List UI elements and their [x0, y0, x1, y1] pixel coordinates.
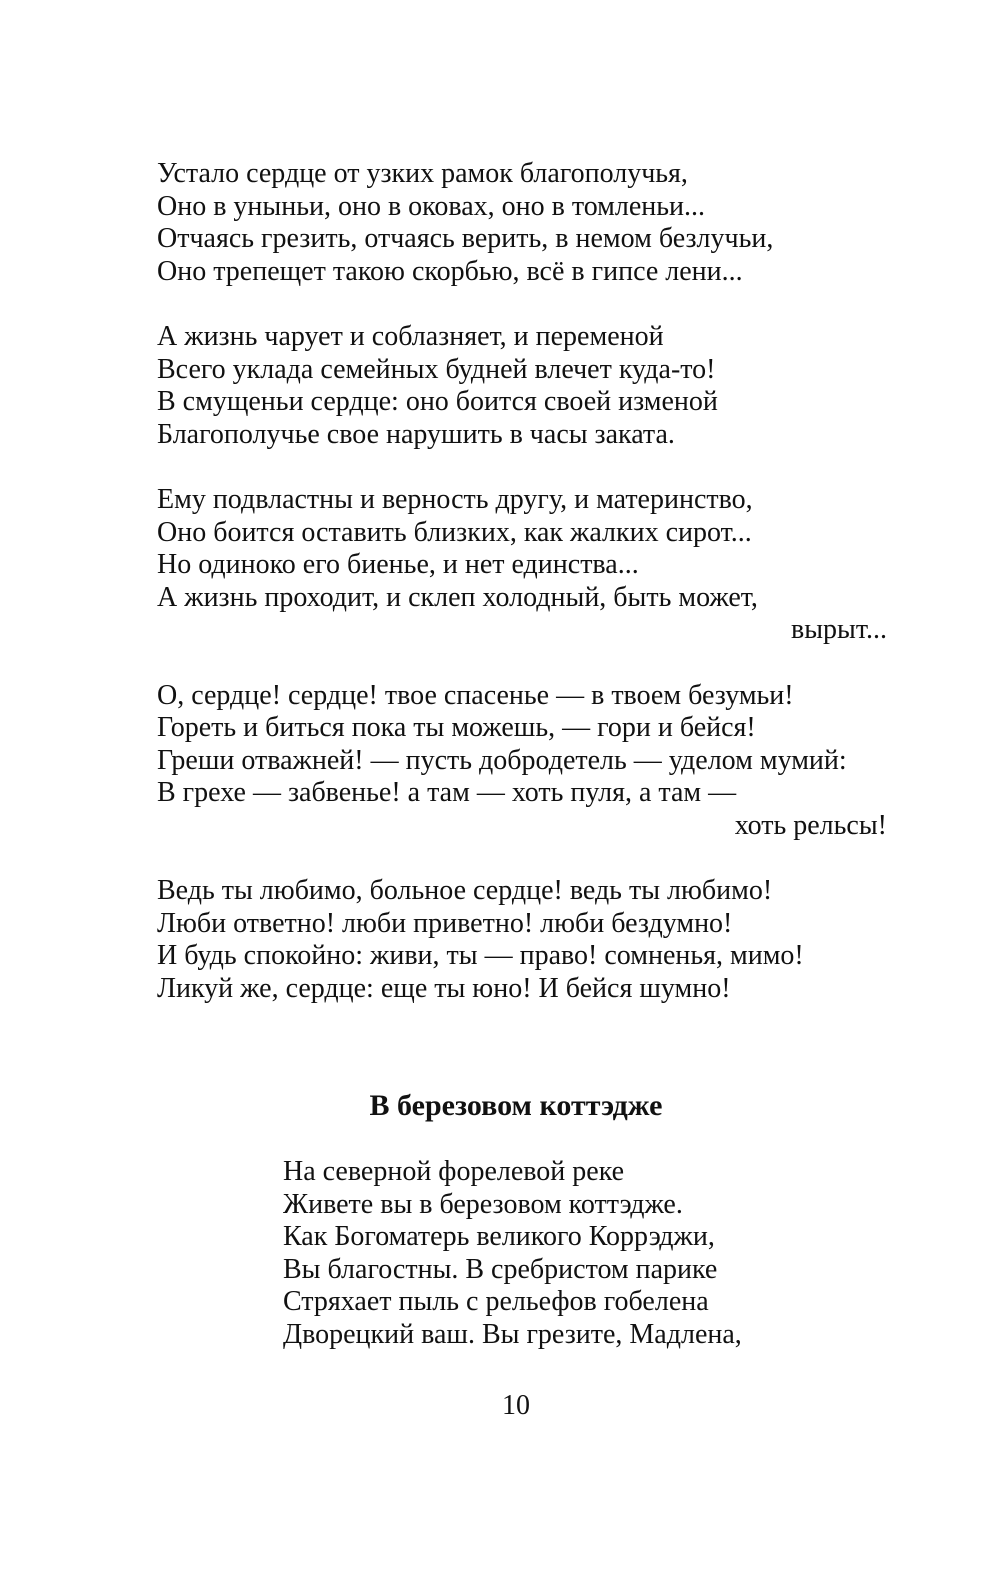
verse-line: А жизнь проходит, и склеп холодный, быть может, — [157, 581, 758, 613]
verse-line: В смущеньи сердце: оно боится своей изменой — [157, 386, 718, 418]
stanza-4 — [157, 680, 887, 843]
verse-line: Всего уклада семейных будней влечет куда-то! — [157, 353, 716, 385]
verse-line: Отчаясь грезить, отчаясь верить, в немом безлучьи, — [157, 223, 774, 255]
verse-line: В грехе — забвенье! а там — хоть пуля, а там — — [157, 777, 737, 809]
stanza-2 — [157, 321, 887, 451]
stanza-1 — [157, 158, 887, 288]
verse-line: Благополучье свое нарушить в часы заката. — [157, 418, 675, 450]
verse-line: Как Богоматерь великого Коррэджи, — [283, 1221, 715, 1253]
verse-line: Оно боится оставить близких, как жалких сирот... — [157, 516, 752, 548]
verse-line: Ведь ты любимо, больное сердце! ведь ты любимо! — [157, 875, 773, 907]
verse-line: Но одиноко его биенье, и нет единства... — [157, 549, 639, 581]
verse-line: И будь спокойно: живи, ты — право! сомненья, мимо! — [157, 940, 804, 972]
page-number: 10 — [502, 1390, 530, 1421]
verse-line-continuation: вырыт... — [791, 614, 887, 646]
verse-line: Устало сердце от узких рамок благополучья, — [157, 158, 688, 189]
poem-heart — [157, 158, 887, 1038]
verse-line: На северной форелевой реке — [283, 1156, 625, 1187]
verse-line: Гореть и биться пока ты можешь, — гори и бейся! — [157, 712, 756, 744]
verse-line: А жизнь чарует и соблазняет, и переменой — [157, 320, 664, 352]
verse-line: Живете вы в березовом коттэдже. — [283, 1188, 683, 1220]
stanza-3 — [157, 484, 887, 647]
verse-line: Ликуй же, сердце: еще ты юно! И бейся шумно! — [157, 972, 731, 1004]
verse-line-continuation: хоть рельсы! — [734, 809, 887, 841]
verse-line: Оно трепещет такою скорбью, всё в гипсе лени... — [157, 255, 743, 287]
verse-line: Стряхает пыль с рельефов гобелена — [283, 1286, 709, 1318]
poem-cottage — [283, 1156, 883, 1352]
verse-line: Вы благостны. В сребристом парике — [283, 1253, 718, 1285]
poem-title: В березовом коттэдже — [369, 1089, 663, 1122]
verse-line: Оно в уныньи, оно в оковах, оно в томленьи... — [157, 190, 706, 222]
verse-line: О, сердце! сердце! твое спасенье — в твоем безумьи! — [157, 679, 794, 711]
verse-line: Дворецкий ваш. Вы грезите, Мадлена, — [283, 1318, 742, 1350]
stanza-5 — [157, 875, 887, 1005]
verse-line: Ему подвластны и верность другу, и материнство, — [157, 483, 753, 515]
verse-line: Греши отважней! — пусть добродетель — уделом мумий: — [157, 744, 847, 776]
verse-line: Люби ответно! люби приветно! люби бездумно! — [157, 907, 733, 939]
